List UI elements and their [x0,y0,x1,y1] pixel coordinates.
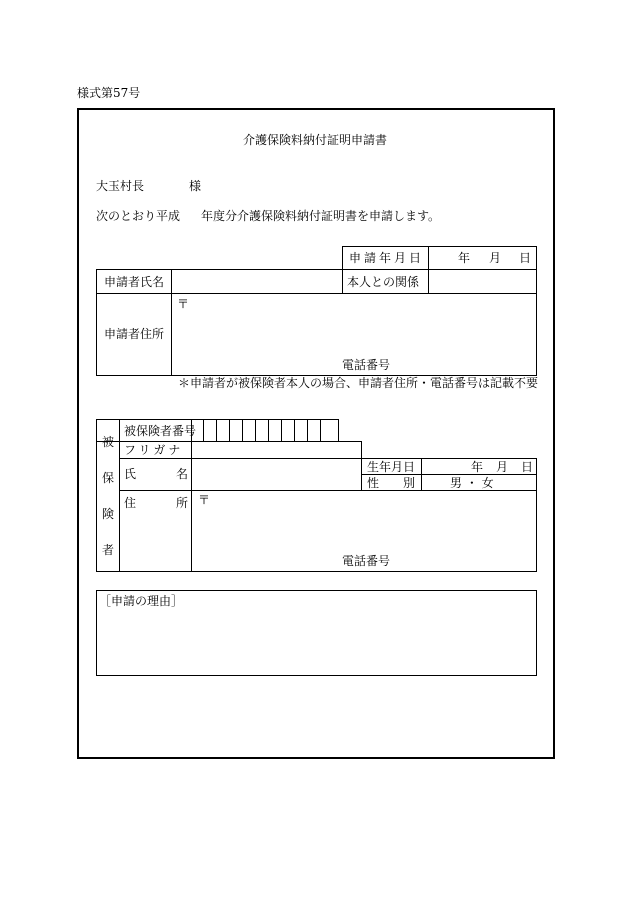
form-number: 様式第57号 [77,86,141,100]
insured-address-label-1: 住 [124,496,137,510]
applicant-note: ＊申請者が被保険者本人の場合、申請者住所・電話番号は記載不要 [178,376,539,390]
insured-number-label: 被保険者番号 [124,424,197,438]
applicant-name-label: 申請者氏名 [104,275,165,289]
applicant-address-label: 申請者住所 [104,327,165,341]
intro-prefix: 次のとおり平成 [96,209,181,223]
date-month[interactable]: 月 [489,251,502,265]
insured-side-char-4: 者 [102,543,115,557]
birth-year[interactable]: 年 [471,460,484,474]
birth-day[interactable]: 日 [521,460,534,474]
applicant-phone-label: 電話番号 [342,358,391,372]
insured-number-field[interactable] [192,420,338,440]
insured-side-char-2: 保 [102,471,115,485]
birth-date-label: 生年月日 [367,460,416,474]
sex-label-1: 性 [367,476,380,490]
sex-options[interactable]: 男 ・ 女 [450,476,494,490]
application-date-label: 申請年月日 [349,251,425,265]
birth-month[interactable]: 月 [496,460,509,474]
reason-label: ［申請の理由］ [99,594,184,608]
insured-address-field[interactable] [192,491,536,551]
applicant-address-field[interactable] [172,294,536,354]
applicant-postal-mark: 〒 [177,297,190,311]
intro-suffix: 年度分介護保険料納付証明書を申請します。 [201,209,441,223]
furigana-field[interactable] [192,442,360,457]
insured-phone-label: 電話番号 [342,554,391,568]
insured-name-label-1: 氏 [124,467,137,481]
insured-name-label-2: 名 [176,467,189,481]
addressee-name: 大玉村長 [96,179,145,193]
insured-address-label-2: 所 [176,496,189,510]
insured-side-char-1: 被 [102,435,115,449]
date-year[interactable]: 年 [458,251,471,265]
sex-label-2: 別 [403,476,416,490]
relation-field[interactable] [429,270,536,292]
form-title: 介護保険料納付証明申請書 [242,133,387,147]
addressee-honorific: 様 [189,179,202,193]
applicant-name-field[interactable] [172,270,341,292]
insured-name-field[interactable] [192,459,360,489]
relation-label: 本人との関係 [347,275,420,289]
insured-side-char-3: 険 [102,507,115,521]
date-day[interactable]: 日 [519,251,532,265]
furigana-label: フリガナ [124,443,184,457]
insured-postal-mark: 〒 [198,493,211,507]
